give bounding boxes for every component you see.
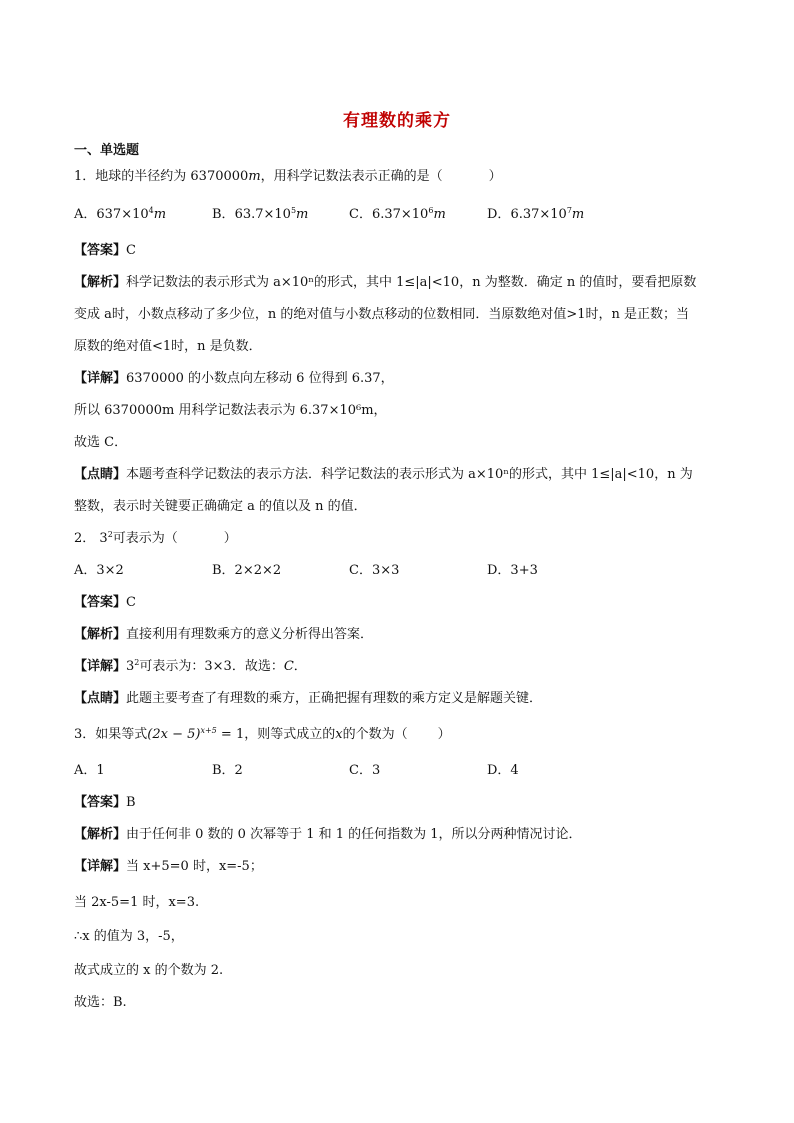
q2-option-b: B．2×2×2 [212,563,282,578]
q3-analysis: 【解析】由于任何非 0 数的 0 次幂等于 1 和 1 的任何指数为 1，所以分两种情况讨论． [74,827,582,842]
section-heading: 一、单选题 [74,143,140,158]
question-3-stem: 3．如果等式$(2x - 5)^{x+5} = 1$，则等式成立的x的个数为（ ） [74,726,451,742]
q3-answer: 【答案】B [74,795,136,810]
q1-detail-line-2: 所以 6370000m 用科学记数法表示为 6.37×10⁶m， [74,403,387,418]
q3-option-a: A．1 [74,763,105,778]
page-title: 有理数的乘方 [343,111,451,131]
q1-option-b: B．$63.7\times 10^5m$ [212,206,309,222]
q2-analysis: 【解析】直接利用有理数乘方的意义分析得出答案． [74,627,374,642]
q3-detail-line-1: 【详解】当 x+5=0 时，x=-5； [74,859,263,874]
question-1-stem [74,168,502,186]
q1-detail-line-3: 故选 C． [74,435,128,450]
q3-option-c: C．3 [349,763,381,778]
q1-analysis-line-1: 【解析】科学记数法的表示形式为 a×10ⁿ的形式，其中 1≤|a|<10，n 为整数．确定 n 的值时，要看把原数 [74,275,697,290]
q3-detail-line-2: 当 2x-5=1 时，x=3. [74,895,200,910]
q2-answer: 【答案】C [74,595,136,610]
q1-option-d: D．$6.37\times 10^7m$ [487,206,585,222]
q1-detail-line-1: 【详解】6370000 的小数点向左移动 6 位得到 6.37， [74,371,394,386]
q1-analysis-line-3: 原数的绝对值<1时，n 是负数． [74,339,262,354]
q1-answer: 【答案】C [74,243,136,258]
q3-option-d: D．4 [487,763,519,778]
q2-comment: 【点睛】此题主要考查了有理数的乘方，正确把握有理数的乘方定义是解题关键． [74,691,543,706]
q1-comment-line-2: 整数，表示时关键要正确确定 a 的值以及 n 的值． [74,499,367,514]
q2-detail: 【详解】$3^2$可表示为：3×3．故选：C． [74,658,307,674]
q3-detail-line-5: 故选：B. [74,995,127,1010]
q3-detail-line-3: ∴x 的值为 3，-5， [74,929,184,944]
question-2-stem: 2． $3^2$可表示为（ ） [74,530,237,546]
q1-stem-tail: ，用科学记数法表示正确的是（ [260,169,443,184]
q2-option-d: D．3+3 [487,563,538,578]
q1-unit: m [248,169,261,184]
q2-option-a: A．3×2 [74,563,124,578]
q1-close-paren: ） [488,169,502,184]
q1-analysis-line-2: 变成 a时，小数点移动了多少位，n 的绝对值与小数点移动的位数相同．当原数绝对值>1时，n 是正数；当 [74,307,690,322]
q3-option-b: B．2 [212,763,243,778]
q1-option-a: A．$637\times 10^4m$ [74,206,167,222]
q1-comment-line-1: 【点睛】本题考查科学记数法的表示方法．科学记数法的表示形式为 a×10ⁿ的形式，其中 1≤|a|<10，n 为 [74,467,693,482]
q1-stem-text: 1．地球的半径约为 6370000 [74,169,249,184]
q1-option-c: C．$6.37\times 10^6m$ [349,206,446,222]
q3-detail-line-4: 故式成立的 x 的个数为 2. [74,963,224,978]
q2-option-c: C．3×3 [349,563,400,578]
